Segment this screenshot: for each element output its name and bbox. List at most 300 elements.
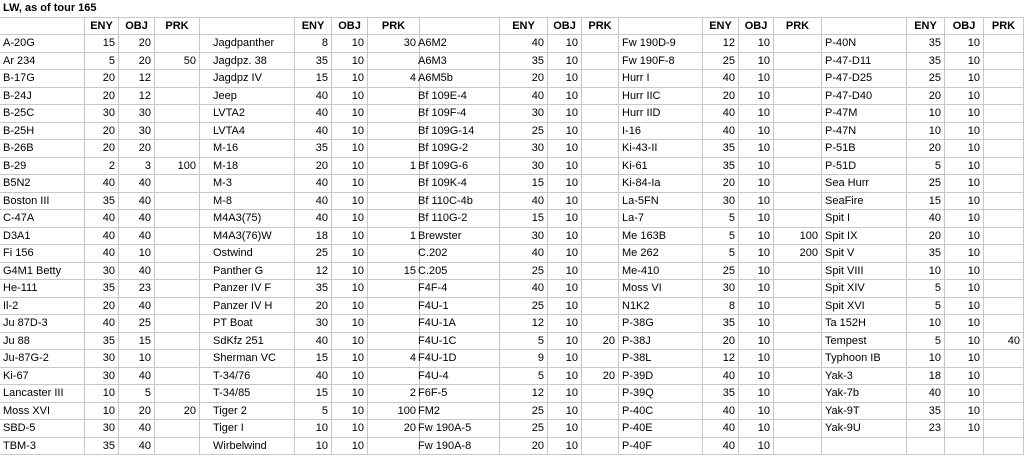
column-header-name: [210, 18, 295, 35]
cell-name: M-18: [210, 158, 295, 175]
cell-name: Yak-7b: [822, 385, 907, 402]
cell-name: A-20G: [0, 35, 85, 52]
table-row: [0, 315, 1024, 333]
cell-obj: 10: [332, 350, 368, 367]
cell-name: P-47M: [822, 105, 907, 122]
cell-obj: 10: [739, 315, 774, 332]
table-row: [0, 53, 1024, 71]
cell-eny: 10: [907, 315, 945, 332]
cell-name: Jeep: [210, 88, 295, 105]
cell-eny: 8: [703, 298, 739, 315]
cell-prk: [984, 228, 1024, 245]
cell-prk: [155, 263, 200, 280]
cell-prk: [582, 140, 619, 157]
cell-prk: [984, 298, 1024, 315]
cell-prk: [155, 420, 200, 437]
cell-prk: [582, 53, 619, 70]
cell-name: P-47-D40: [822, 88, 907, 105]
cell-name: Me 163B: [619, 228, 703, 245]
cell-obj: 10: [332, 420, 368, 437]
cell-prk: [774, 53, 822, 70]
cell-eny: 30: [500, 105, 548, 122]
cell-eny: 15: [295, 70, 332, 87]
cell-name: Panzer IV H: [210, 298, 295, 315]
cell-eny: 25: [907, 70, 945, 87]
cell-eny: 35: [85, 333, 119, 350]
cell-eny: 20: [500, 438, 548, 455]
column-header-obj: OBJ: [945, 18, 984, 35]
cell-prk: [774, 140, 822, 157]
cell-name: P-38L: [619, 350, 703, 367]
table-row: [0, 228, 1024, 246]
cell-obj: 10: [739, 420, 774, 437]
cell-name: P-51B: [822, 140, 907, 157]
cell-prk: [984, 70, 1024, 87]
cell-eny: 15: [295, 385, 332, 402]
cell-obj: 40: [119, 210, 155, 227]
cell-prk: 2: [368, 385, 420, 402]
cell-eny: 20: [500, 70, 548, 87]
cell-prk: [368, 315, 420, 332]
cell-eny: 25: [907, 175, 945, 192]
cell-prk: [774, 368, 822, 385]
cell-eny: 15: [907, 193, 945, 210]
cell-obj: 10: [548, 263, 582, 280]
cell-name: Ki-84-Ia: [619, 175, 703, 192]
cell-eny: 40: [703, 123, 739, 140]
cell-prk: [582, 193, 619, 210]
cell-eny: 40: [295, 210, 332, 227]
cell-prk: 15: [368, 263, 420, 280]
cell-eny: 40: [500, 193, 548, 210]
cell-obj: 10: [548, 193, 582, 210]
cell-prk: [155, 140, 200, 157]
cell-name: Bf 109G-2: [415, 140, 500, 157]
cell-name: SeaFire: [822, 193, 907, 210]
cell-name: F4U-1A: [415, 315, 500, 332]
cell-prk: 100: [774, 228, 822, 245]
cell-eny: 30: [85, 263, 119, 280]
cell-eny: 30: [703, 280, 739, 297]
cell-obj: 10: [739, 105, 774, 122]
cell-name: P-38J: [619, 333, 703, 350]
cell-name: Bf 109F-4: [415, 105, 500, 122]
cell-eny: 25: [500, 420, 548, 437]
cell-name: P-40E: [619, 420, 703, 437]
cell-eny: 18: [295, 228, 332, 245]
cell-name: F4U-1D: [415, 350, 500, 367]
cell-obj: 10: [739, 298, 774, 315]
cell-eny: 8: [295, 35, 332, 52]
cell-obj: 10: [945, 315, 984, 332]
cell-eny: 10: [85, 385, 119, 402]
cell-name: Ki-43-II: [619, 140, 703, 157]
cell-prk: [984, 263, 1024, 280]
cell-obj: 40: [119, 193, 155, 210]
column-header-eny: ENY: [907, 18, 945, 35]
cell-prk: [984, 385, 1024, 402]
cell-prk: [368, 53, 420, 70]
cell-obj: 15: [119, 333, 155, 350]
cell-prk: 1: [368, 228, 420, 245]
cell-name: P-40C: [619, 403, 703, 420]
cell-prk: [984, 123, 1024, 140]
cell-name: Me 262: [619, 245, 703, 262]
cell-eny: 35: [85, 193, 119, 210]
cell-prk: 20: [582, 333, 619, 350]
cell-name: Spit IX: [822, 228, 907, 245]
cell-eny: 30: [85, 368, 119, 385]
cell-name: Sea Hurr: [822, 175, 907, 192]
cell-obj: 10: [548, 105, 582, 122]
cell-name: Bf 109G-14: [415, 123, 500, 140]
cell-prk: [155, 298, 200, 315]
cell-prk: [774, 333, 822, 350]
table-row: [0, 105, 1024, 123]
cell-obj: 10: [945, 385, 984, 402]
cell-name: M-8: [210, 193, 295, 210]
cell-obj: 10: [119, 245, 155, 262]
cell-obj: 10: [548, 70, 582, 87]
cell-obj: 10: [332, 333, 368, 350]
column-header-eny: ENY: [85, 18, 119, 35]
cell-eny: 35: [703, 315, 739, 332]
cell-obj: 23: [119, 280, 155, 297]
cell-obj: 10: [332, 298, 368, 315]
cell-eny: 5: [500, 368, 548, 385]
table-row: [0, 210, 1024, 228]
title-row: [0, 0, 1024, 18]
cell-obj: 10: [739, 193, 774, 210]
cell-name: Moss XVI: [0, 403, 85, 420]
cell-prk: 20: [368, 420, 420, 437]
cell-eny: 35: [85, 280, 119, 297]
column-header-name: [619, 18, 703, 35]
cell-eny: 40: [703, 105, 739, 122]
cell-prk: [984, 403, 1024, 420]
table-row: [0, 368, 1024, 386]
cell-eny: 20: [295, 158, 332, 175]
cell-obj: 10: [332, 210, 368, 227]
cell-eny: 15: [85, 35, 119, 52]
cell-obj: 10: [739, 438, 774, 455]
cell-name: Tiger I: [210, 420, 295, 437]
cell-name: Ta 152H: [822, 315, 907, 332]
cell-prk: [368, 333, 420, 350]
cell-name: C.202: [415, 245, 500, 262]
cell-name: F4F-4: [415, 280, 500, 297]
cell-obj: 10: [332, 88, 368, 105]
column-header-eny: ENY: [500, 18, 548, 35]
cell-eny: 40: [500, 280, 548, 297]
cell-name: B5N2: [0, 175, 85, 192]
cell-name: FM2: [415, 403, 500, 420]
cell-eny: 40: [295, 193, 332, 210]
cell-obj: 3: [119, 158, 155, 175]
cell-obj: 10: [548, 438, 582, 455]
cell-eny: 40: [295, 333, 332, 350]
cell-prk: [368, 245, 420, 262]
column-header-obj: OBJ: [548, 18, 582, 35]
cell-obj: 10: [332, 368, 368, 385]
cell-prk: [774, 385, 822, 402]
cell-eny: 30: [703, 193, 739, 210]
cell-name: P-40F: [619, 438, 703, 455]
cell-prk: [155, 35, 200, 52]
cell-prk: [155, 333, 200, 350]
cell-prk: [984, 280, 1024, 297]
cell-obj: [945, 438, 984, 455]
cell-eny: 40: [703, 420, 739, 437]
cell-prk: [774, 210, 822, 227]
cell-name: Tiger 2: [210, 403, 295, 420]
cell-obj: 10: [739, 53, 774, 70]
cell-eny: 30: [85, 420, 119, 437]
cell-obj: 10: [332, 193, 368, 210]
cell-prk: [582, 263, 619, 280]
cell-obj: 10: [548, 368, 582, 385]
cell-name: Il-2: [0, 298, 85, 315]
table-row: [0, 35, 1024, 53]
cell-eny: 12: [500, 385, 548, 402]
cell-name: Bf 110G-2: [415, 210, 500, 227]
cell-eny: 40: [703, 438, 739, 455]
cell-obj: 10: [945, 158, 984, 175]
cell-obj: 10: [739, 158, 774, 175]
cell-name: Boston III: [0, 193, 85, 210]
cell-name: Hurr IID: [619, 105, 703, 122]
cell-prk: [582, 420, 619, 437]
cell-prk: [774, 403, 822, 420]
cell-prk: [582, 70, 619, 87]
cell-prk: 100: [368, 403, 420, 420]
cell-eny: 15: [500, 175, 548, 192]
column-header-name: [822, 18, 907, 35]
cell-name: A6M3: [415, 53, 500, 70]
table-row: [0, 298, 1024, 316]
column-header-prk: PRK: [984, 18, 1024, 35]
cell-name: F4U-1: [415, 298, 500, 315]
table-row: [0, 350, 1024, 368]
cell-prk: [774, 88, 822, 105]
cell-eny: 10: [907, 263, 945, 280]
cell-obj: 10: [945, 175, 984, 192]
cell-eny: 40: [703, 403, 739, 420]
column-header-obj: OBJ: [739, 18, 774, 35]
cell-obj: 10: [945, 333, 984, 350]
cell-obj: 10: [548, 175, 582, 192]
cell-prk: [984, 245, 1024, 262]
cell-prk: [774, 158, 822, 175]
cell-prk: [984, 105, 1024, 122]
cell-eny: 40: [500, 35, 548, 52]
table-row: [0, 403, 1024, 421]
table-row: [0, 438, 1024, 455]
cell-obj: 10: [332, 175, 368, 192]
cell-eny: 35: [703, 385, 739, 402]
cell-name: La-5FN: [619, 193, 703, 210]
cell-name: Fw 190F-8: [619, 53, 703, 70]
cell-prk: [582, 35, 619, 52]
cell-prk: [368, 210, 420, 227]
cell-name: P-47-D25: [822, 70, 907, 87]
cell-obj: 10: [332, 403, 368, 420]
column-header-name: [0, 18, 85, 35]
cell-eny: 35: [907, 245, 945, 262]
cell-obj: 30: [119, 105, 155, 122]
cell-eny: 40: [703, 368, 739, 385]
cell-obj: 10: [739, 70, 774, 87]
table-row: [0, 175, 1024, 193]
cell-name: Moss VI: [619, 280, 703, 297]
cell-obj: 40: [119, 228, 155, 245]
cell-prk: [368, 140, 420, 157]
cell-name: Ostwind: [210, 245, 295, 262]
cell-obj: 10: [945, 140, 984, 157]
cell-eny: 35: [295, 140, 332, 157]
cell-eny: 25: [703, 263, 739, 280]
cell-obj: 40: [119, 438, 155, 455]
cell-name: P-51D: [822, 158, 907, 175]
cell-eny: 35: [295, 53, 332, 70]
cell-eny: 30: [500, 140, 548, 157]
cell-eny: 10: [907, 350, 945, 367]
cell-eny: 15: [295, 350, 332, 367]
cell-prk: [155, 315, 200, 332]
cell-prk: [368, 88, 420, 105]
cell-prk: [582, 210, 619, 227]
cell-obj: 10: [548, 245, 582, 262]
cell-obj: 40: [119, 298, 155, 315]
cell-eny: 40: [295, 88, 332, 105]
cell-prk: [155, 70, 200, 87]
cell-eny: 35: [500, 53, 548, 70]
cell-name: F6F-5: [415, 385, 500, 402]
cell-prk: 4: [368, 70, 420, 87]
cell-prk: [368, 438, 420, 455]
cell-prk: [155, 123, 200, 140]
cell-name: Panzer IV F: [210, 280, 295, 297]
cell-obj: 10: [548, 35, 582, 52]
cell-obj: 10: [739, 368, 774, 385]
cell-prk: [368, 193, 420, 210]
cell-obj: 10: [548, 88, 582, 105]
cell-obj: 40: [119, 368, 155, 385]
cell-prk: [582, 403, 619, 420]
cell-name: SdKfz 251: [210, 333, 295, 350]
table-row: [0, 385, 1024, 403]
cell-eny: 35: [703, 140, 739, 157]
cell-name: Spit I: [822, 210, 907, 227]
table-row: [0, 70, 1024, 88]
cell-eny: 25: [500, 403, 548, 420]
cell-prk: [582, 228, 619, 245]
cell-prk: [155, 105, 200, 122]
cell-prk: 4: [368, 350, 420, 367]
cell-eny: 25: [295, 245, 332, 262]
cell-obj: 10: [332, 35, 368, 52]
cell-obj: 10: [548, 333, 582, 350]
cell-obj: 10: [332, 263, 368, 280]
cell-name: N1K2: [619, 298, 703, 315]
cell-name: M4A3(76)W: [210, 228, 295, 245]
cell-eny: 20: [907, 140, 945, 157]
table-row: [0, 193, 1024, 211]
cell-prk: [984, 53, 1024, 70]
cell-prk: [155, 368, 200, 385]
cell-name: LVTA2: [210, 105, 295, 122]
cell-name: Ju-87G-2: [0, 350, 85, 367]
cell-obj: 10: [739, 350, 774, 367]
cell-obj: 10: [945, 88, 984, 105]
cell-name: Ki-67: [0, 368, 85, 385]
cell-name: Tempest: [822, 333, 907, 350]
cell-name: PT Boat: [210, 315, 295, 332]
cell-obj: 10: [332, 228, 368, 245]
cell-eny: 5: [703, 228, 739, 245]
cell-prk: [582, 88, 619, 105]
cell-eny: 15: [500, 210, 548, 227]
cell-name: SBD-5: [0, 420, 85, 437]
cell-eny: 20: [85, 123, 119, 140]
cell-name: C.205: [415, 263, 500, 280]
cell-prk: [368, 280, 420, 297]
table-row: [0, 245, 1024, 263]
cell-obj: 20: [119, 53, 155, 70]
cell-obj: 10: [945, 350, 984, 367]
cell-eny: 20: [85, 88, 119, 105]
cell-prk: [155, 245, 200, 262]
cell-eny: 12: [703, 35, 739, 52]
cell-name: Spit V: [822, 245, 907, 262]
cell-eny: 35: [295, 280, 332, 297]
cell-name: F4U-4: [415, 368, 500, 385]
cell-name: LVTA4: [210, 123, 295, 140]
cell-prk: 200: [774, 245, 822, 262]
cell-name: T-34/76: [210, 368, 295, 385]
cell-eny: 20: [703, 333, 739, 350]
cell-name: B-17G: [0, 70, 85, 87]
cell-eny: 10: [907, 123, 945, 140]
cell-name: Hurr IIC: [619, 88, 703, 105]
cell-name: Fw 190A-5: [415, 420, 500, 437]
cell-prk: [368, 175, 420, 192]
cell-eny: 20: [703, 175, 739, 192]
cell-name: Lancaster III: [0, 385, 85, 402]
cell-prk: [984, 35, 1024, 52]
cell-name: Hurr I: [619, 70, 703, 87]
cell-eny: 35: [85, 438, 119, 455]
cell-obj: 5: [119, 385, 155, 402]
cell-name: Wirbelwind: [210, 438, 295, 455]
cell-name: M-16: [210, 140, 295, 157]
cell-prk: [582, 315, 619, 332]
cell-name: B-25H: [0, 123, 85, 140]
cell-obj: 10: [739, 35, 774, 52]
cell-obj: 10: [548, 210, 582, 227]
cell-obj: 30: [119, 123, 155, 140]
cell-eny: 40: [85, 228, 119, 245]
cell-name: He-111: [0, 280, 85, 297]
cell-name: A6M2: [415, 35, 500, 52]
cell-eny: 10: [85, 403, 119, 420]
cell-name: P-38G: [619, 315, 703, 332]
cell-obj: 10: [548, 158, 582, 175]
table-row: [0, 420, 1024, 438]
cell-name: Fw 190D-9: [619, 35, 703, 52]
cell-obj: 40: [119, 263, 155, 280]
cell-eny: 5: [85, 53, 119, 70]
